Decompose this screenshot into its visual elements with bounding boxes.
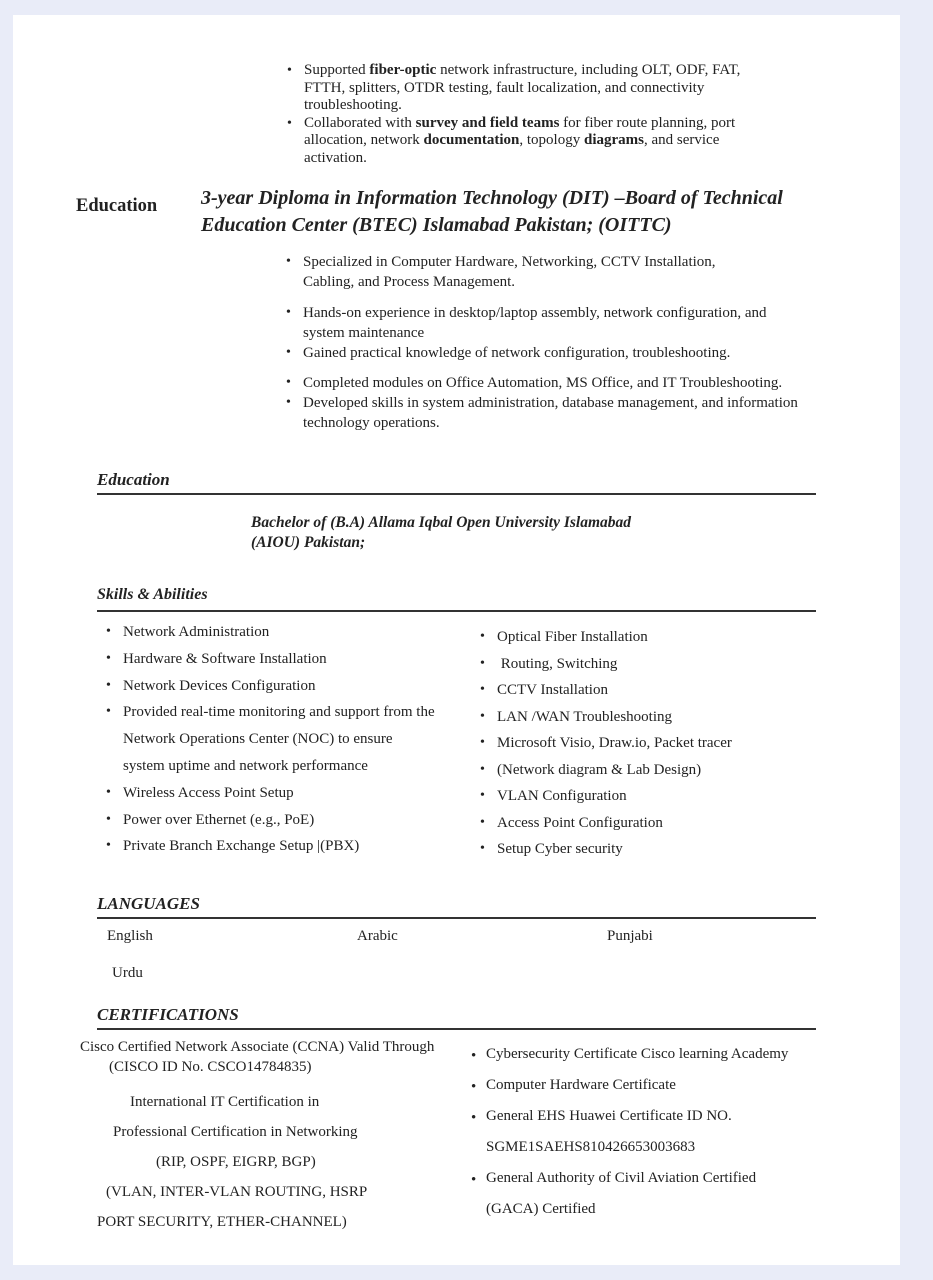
diploma-bullet: • Hands-on experience in desktop/laptop assembly, network configuration, and system maintenance [286, 303, 803, 343]
cert-line: PORT SECURITY, ETHER-CHANNEL) [97, 1214, 347, 1230]
bullet-icon: • [471, 1172, 477, 1188]
bachelor-degree-line2: (AIOU) Pakistan; [251, 534, 366, 551]
cert-item-line1: Cybersecurity Certificate Cisco learning Academy [486, 1046, 789, 1062]
diploma-bullet: • Gained practical knowledge of network configuration, troubleshooting. [286, 343, 826, 363]
skills-heading: Skills & Abilities [97, 586, 208, 603]
body-text: , and service activation. [304, 132, 720, 166]
bullet-icon: • [471, 1110, 477, 1126]
skill-item: • Provided real-time monitoring and support from the Network Operations Center (NOC) to ensure system uptime and network performance [106, 699, 436, 779]
body-text: network infrastructure, including OLT, ODF, FAT, FTTH, splitters, OTDR testing, fault localization, and connectivity troubleshooting. [304, 62, 741, 113]
language-item: Urdu [112, 965, 143, 981]
languages-heading: LANGUAGES [97, 894, 200, 913]
skill-item: • Access Point Configuration [480, 810, 810, 837]
skill-item: • CCTV Installation [480, 677, 810, 704]
cert-item [471, 1070, 831, 1101]
skill-item: • Network Administration [106, 619, 436, 646]
emphasis-text: fiber-optic [369, 62, 437, 78]
certifications-right [471, 1039, 831, 1225]
experience-bullet-1 [287, 62, 767, 115]
language-item: Punjabi [607, 928, 653, 944]
diploma-bullet: • Specialized in Computer Hardware, Networking, CCTV Installation, Cabling, and Process Management. [286, 252, 743, 292]
skill-item: • (Network diagram & Lab Design) [480, 757, 810, 784]
cert-line: (VLAN, INTER-VLAN ROUTING, HSRP [106, 1184, 368, 1200]
languages-divider [97, 917, 816, 919]
diploma-bullet: • Developed skills in system administration, database management, and information technology operations. [286, 393, 826, 433]
body-text: for fiber route planning, port allocation, network [304, 114, 736, 148]
emphasis-text: diagrams [583, 132, 644, 148]
body-text: Supported [304, 62, 370, 78]
cert-item-line1: General Authority of Civil Aviation Certified [486, 1170, 757, 1186]
diploma-bullets [286, 252, 826, 433]
experience-bullet-2 [287, 115, 767, 168]
cert-item [471, 1039, 831, 1070]
skill-item: • Hardware & Software Installation [106, 646, 436, 673]
cert-item [471, 1163, 831, 1225]
skill-item: • Network Devices Configuration [106, 673, 436, 700]
bullet-icon: • [471, 1048, 477, 1064]
certifications-divider [97, 1028, 816, 1030]
language-item: Arabic [357, 928, 398, 944]
cert-item-line1: General EHS Huawei Certificate ID NO. [486, 1108, 732, 1124]
education-label: Education [76, 196, 158, 216]
diploma-title [201, 185, 841, 239]
diploma-title-line1: 3-year Diploma in Information Technology (DIT) –Board of Technical [201, 187, 783, 209]
skill-item: • Private Branch Exchange Setup |(PBX) [106, 833, 436, 860]
education-heading: Education [97, 470, 170, 489]
experience-bullets [287, 62, 767, 167]
skills-divider [97, 610, 816, 612]
body-text: , topology [519, 132, 584, 148]
diploma-bullet: • Completed modules on Office Automation, MS Office, and IT Troubleshooting. [286, 373, 826, 393]
emphasis-text: survey and field teams [415, 114, 560, 131]
language-item: English [107, 928, 153, 944]
cert-item-line2: (GACA) Certified [486, 1201, 596, 1217]
skill-item: • Optical Fiber Installation [480, 624, 810, 651]
cert-line: Professional Certification in Networking [113, 1124, 358, 1140]
skill-item: • Microsoft Visio, Draw.io, Packet tracer [480, 730, 810, 757]
cert-item [471, 1101, 831, 1163]
skills-right-list [480, 624, 810, 863]
cert-line: International IT Certification in [130, 1094, 320, 1110]
education-divider [97, 493, 816, 495]
skills-left-list [106, 619, 436, 860]
skill-item: • LAN /WAN Troubleshooting [480, 704, 810, 731]
diploma-title-line2: Education Center (BTEC) Islamabad Pakistan; (OITTC) [201, 214, 672, 236]
skill-item: • Power over Ethernet (e.g., PoE) [106, 807, 436, 834]
cert-line: (RIP, OSPF, EIGRP, BGP) [156, 1154, 316, 1170]
skill-item: • Wireless Access Point Setup [106, 780, 436, 807]
body-text: Collaborated with [304, 114, 416, 131]
skill-item: • Setup Cyber security [480, 836, 810, 863]
skill-item: • VLAN Configuration [480, 783, 810, 810]
cert-line: (CISCO ID No. CSCO14784835) [109, 1059, 312, 1075]
bachelor-degree [251, 513, 631, 553]
bullet-icon: • [471, 1079, 477, 1095]
certifications-heading: CERTIFICATIONS [97, 1005, 239, 1024]
cert-line: Cisco Certified Network Associate (CCNA) Valid Through [80, 1039, 435, 1055]
cert-item-line1: Computer Hardware Certificate [486, 1077, 676, 1093]
skill-item: • Routing, Switching [480, 651, 810, 678]
cert-item-line2: SGME1SAEHS810426653003683 [486, 1139, 696, 1155]
emphasis-text: documentation [423, 132, 520, 148]
resume-page [13, 15, 900, 1265]
bachelor-degree-line1: Bachelor of (B.A) Allama Iqbal Open University Islamabad [251, 514, 632, 531]
